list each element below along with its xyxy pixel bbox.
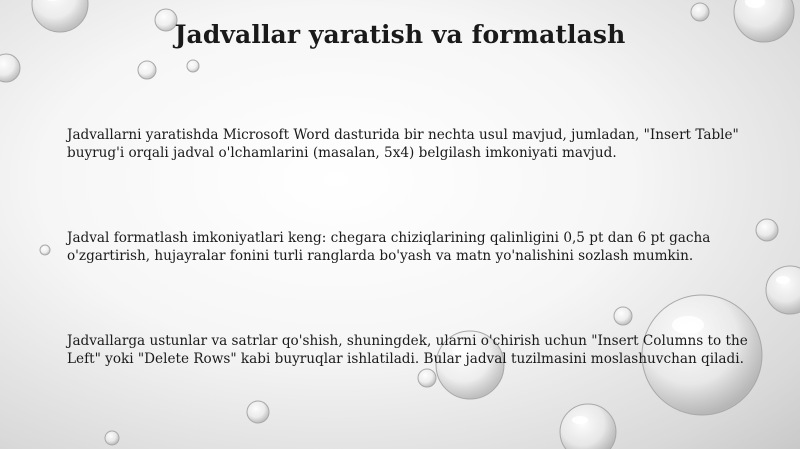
- slide-title: Jadvallar yaratish va formatlash: [174, 20, 626, 49]
- paragraph-table-creation: Jadvallarni yaratishda Microsoft Word dasturida bir nechta usul mavjud, jumladan, "Insert Table" buyrug'i orqali jadval o'lchamlarini (masalan, 5x4) belgilash imkoniyati mavjud.: [67, 127, 739, 161]
- paragraph-rows-columns: Jadvallarga ustunlar va satrlar qo'shish, shuningdek, ularni o'chirish uchun "Insert Columns to the Left" yoki "Delete Rows" kabi buyruqlar ishlatiladi. Bular jadval tuzilmasini moslashuvchan qiladi.: [67, 333, 748, 367]
- paragraph-table-formatting: Jadval formatlash imkoniyatlari keng: chegara chiziqlarining qalinligini 0,5 pt dan 6 pt gacha o'zgartirish, hujayralar fonini turli ranglarda bo'yash va matn yo'nalishini sozlash mumkin.: [67, 230, 711, 264]
